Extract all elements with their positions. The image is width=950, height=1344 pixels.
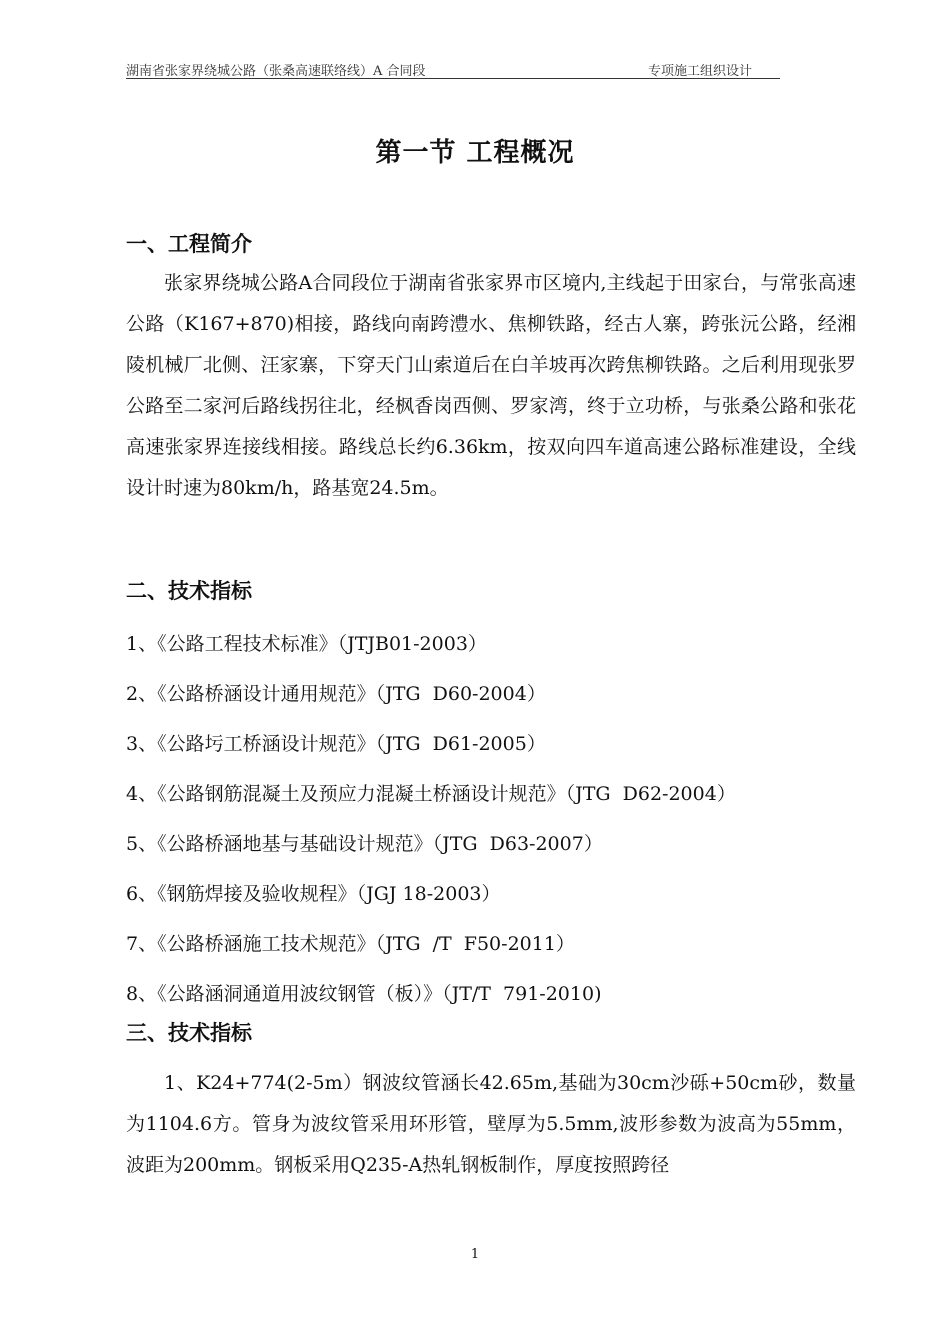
page-number: 1	[470, 1247, 480, 1262]
section-heading-tech-standards: 二、技术指标	[126, 579, 252, 603]
culvert-spec-paragraph: 1、K24+774(2-5m）钢波纹管涵长42.65m,基础为30cm沙砾+50cm砂，数量为1104.6方。管身为波纹管采用环形管，壁厚为5.5mm,波形参数为波高为55mm，波距为200mm。钢板采用Q235-A热轧钢板制作，厚度按照跨径	[126, 1072, 856, 1176]
standard-item: 6、《钢筋焊接及验收规程》（JGJ 18-2003）	[126, 883, 501, 905]
standard-item: 2、《公路桥涵设计通用规范》（JTG D60-2004）	[126, 683, 546, 705]
standard-item: 5、《公路桥涵地基与基础设计规范》（JTG D63-2007）	[126, 833, 603, 855]
standard-item: 4、《公路钢筋混凝土及预应力混凝土桥涵设计规范》（JTG D62-2004）	[126, 783, 736, 805]
standard-item: 8、《公路涵洞通道用波纹钢管（板）》（JT/T 791-2010)	[126, 983, 602, 1005]
overview-paragraph: 张家界绕城公路A合同段位于湖南省张家界市区境内,主线起于田家台，与常张高速公路（K167+870)相接，路线向南跨澧水、焦柳铁路，经古人寨，跨张沅公路，经湘陵机械厂北侧、汪家寨，下穿天门山索道后在白羊坡再次跨焦柳铁路。之后利用现张罗公路至二家河后路线拐往北，经枫香岗西侧、罗家湾，终于立功桥，与张桑公路和张花高速张家界连接线相接。路线总长约6.36km，按双向四车道高速公路标准建设，全线设计时速为80km/h，路基宽24.5m。	[126, 272, 856, 499]
section-heading-tech-specs: 三、技术指标	[126, 1021, 252, 1045]
standard-item: 1、《公路工程技术标准》（JTJB01-2003）	[126, 633, 487, 655]
standard-item: 3、《公路圬工桥涵设计规范》（JTG D61-2005）	[126, 733, 546, 755]
section-heading-overview: 一、工程简介	[126, 232, 252, 256]
standard-item: 7、《公路桥涵施工技术规范》（JTG /T F50-2011）	[126, 933, 575, 955]
page-header	[126, 56, 780, 79]
header-project-name: 湖南省张家界绕城公路（张桑高速联络线）A 合同段	[126, 64, 426, 79]
header-doc-type: 专项施工组织设计	[647, 64, 752, 79]
page-title: 第一节 工程概况	[375, 138, 575, 168]
